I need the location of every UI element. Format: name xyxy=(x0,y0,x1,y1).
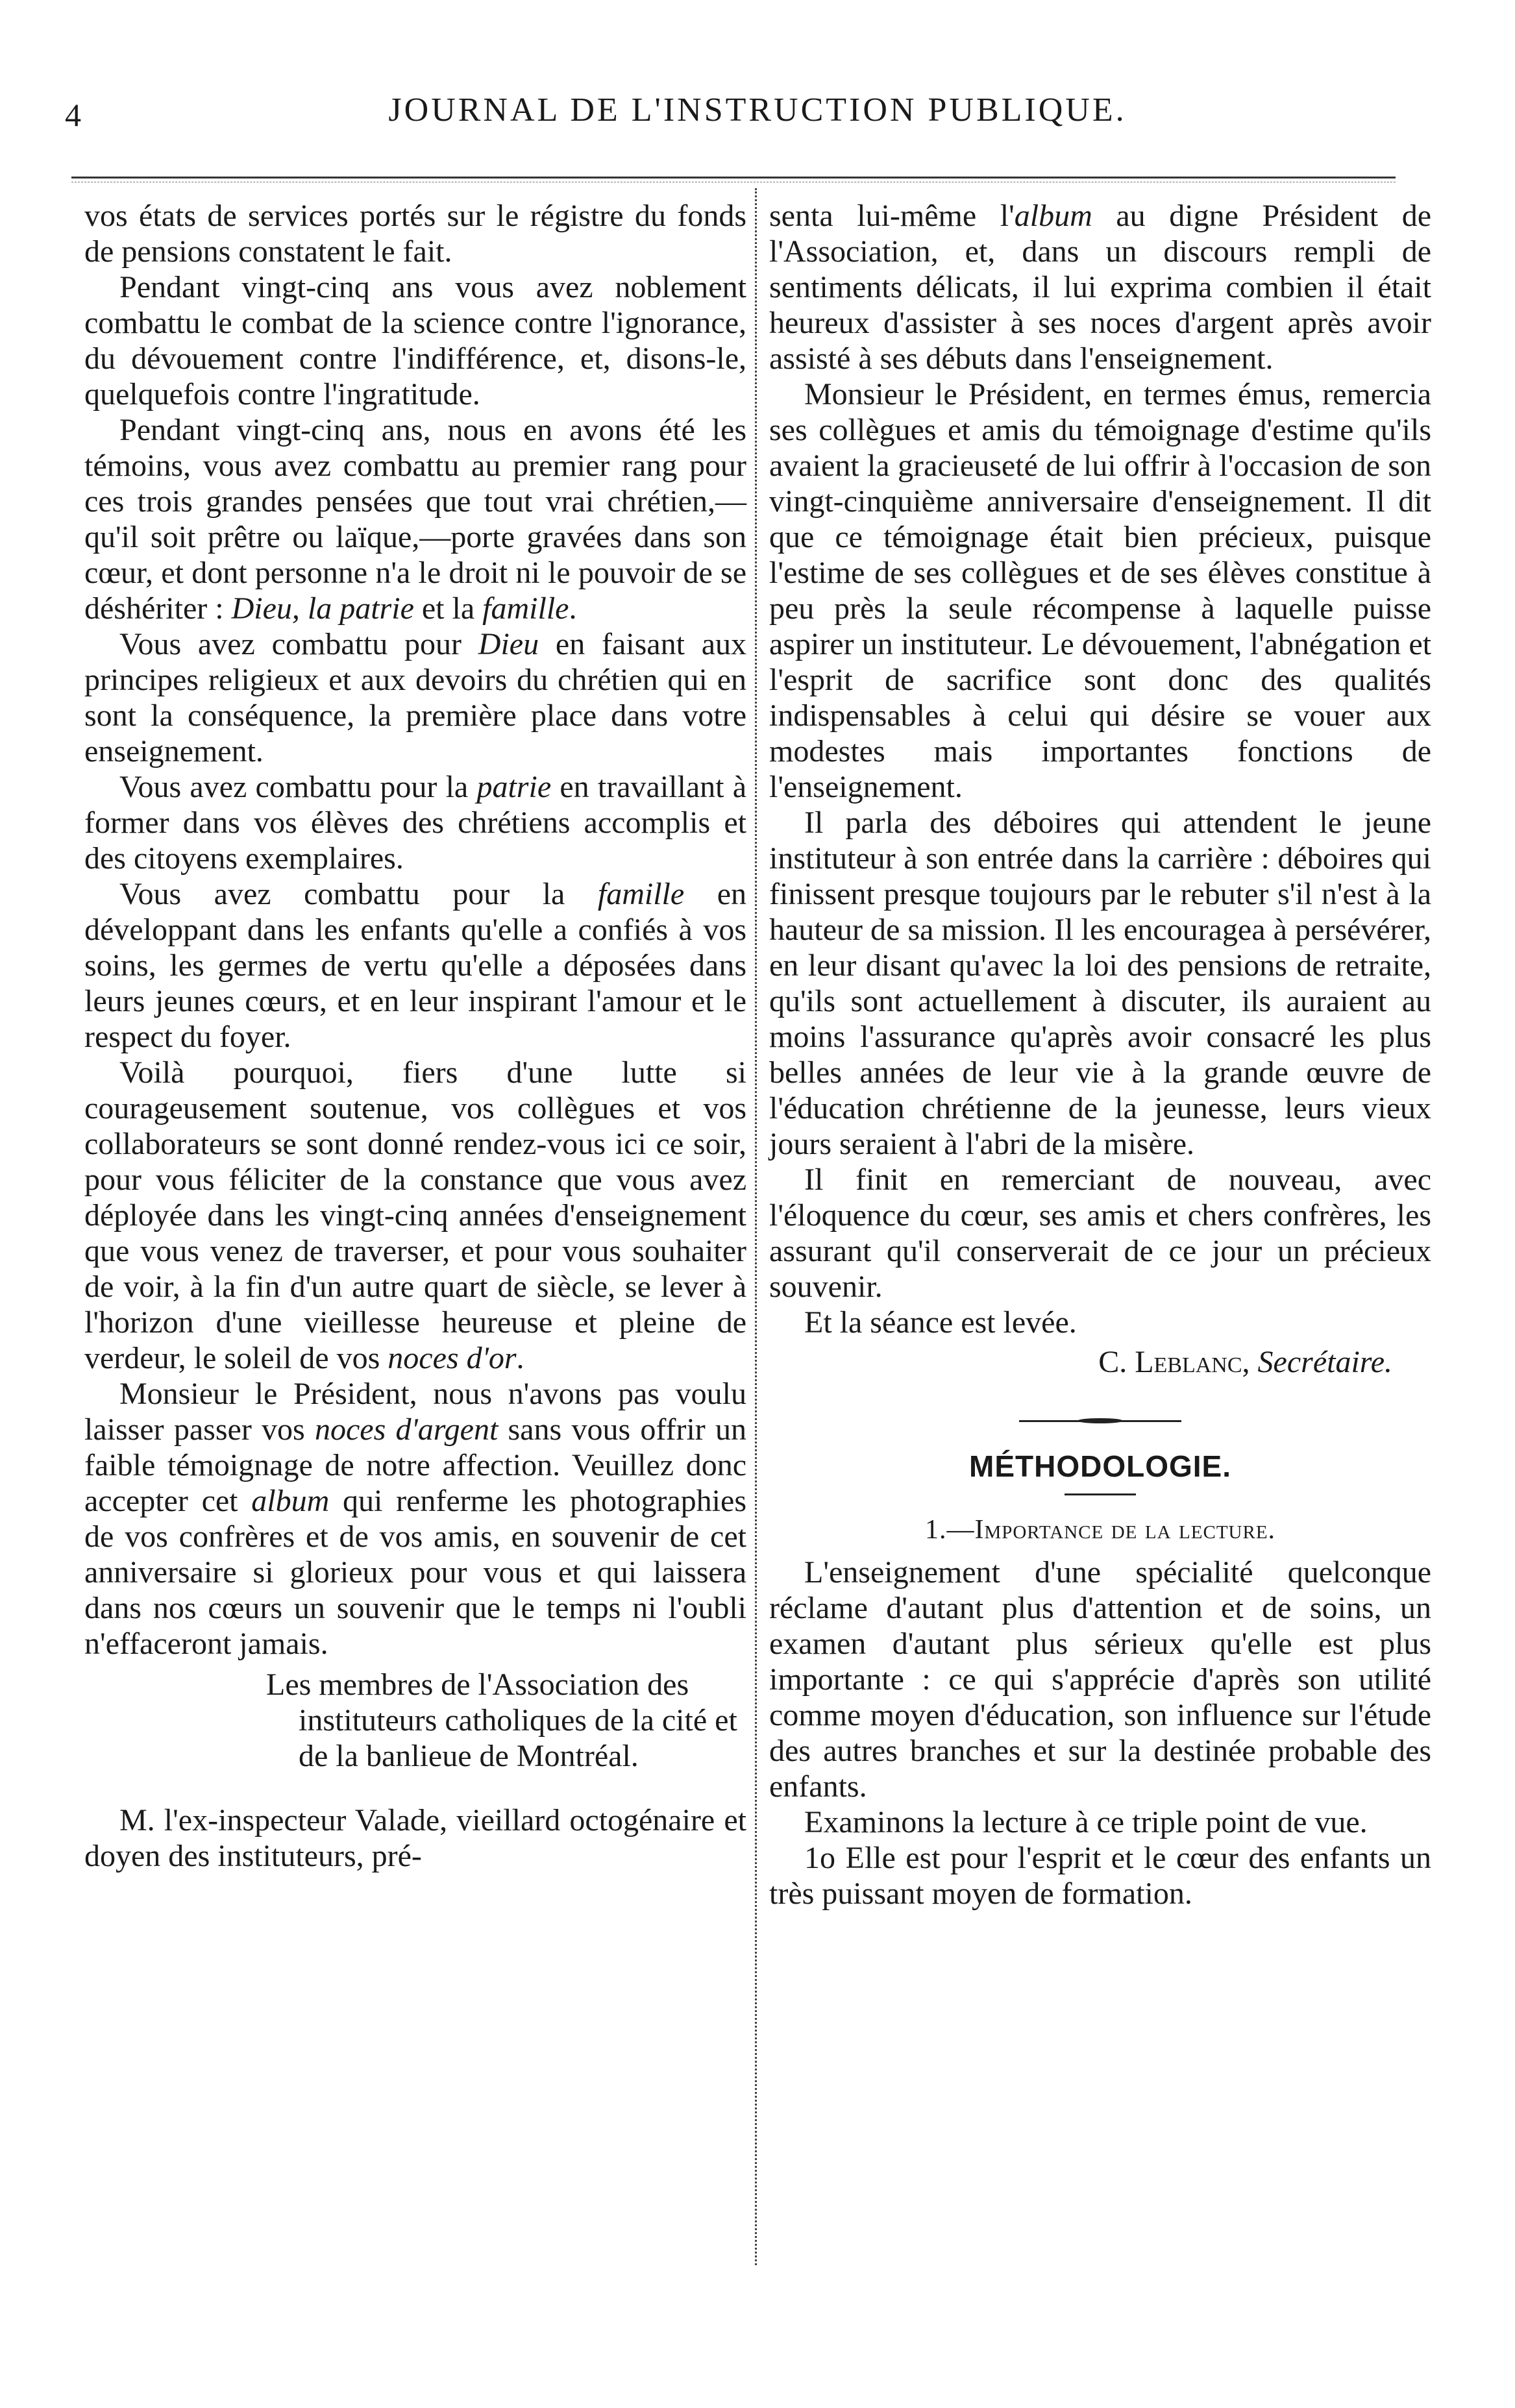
paragraph: vos états de services portés sur le régistre du fonds de pensions constatent le fait. xyxy=(84,199,746,269)
paragraph: Il parla des déboires qui attendent le jeune instituteur à son entrée dans la carrière : déboires qui finissent presque toujours par le rebuter s'il n'est à la hauteur de sa mission. Il les encouragea à persévérer, en leur disant qu'avec la loi des pensions de retraite, qu'ils sont actuellement à discuter, ils auraient au moins l'assurance qu'après avoir consacré les plus belles années de leur vie à la grande œuvre de l'éducation chrétienne de la jeunesse, leurs vieux jours seraient à l'abri de la misère. xyxy=(769,805,1431,1161)
emphasis: famille xyxy=(482,591,569,626)
left-column xyxy=(84,198,746,1874)
paragraph: 1o Elle est pour l'esprit et le cœur des enfants un très puissant moyen de formation. xyxy=(769,1841,1431,1911)
paragraph: M. l'ex-inspecteur Valade, vieillard octogénaire et doyen des instituteurs, pré- xyxy=(84,1803,746,1873)
text-run: Vous avez combattu pour la xyxy=(119,770,477,804)
text-run: en travaillant à former dans vos élèves des chrétiens accomplis et des citoyens exemplaires. xyxy=(84,770,747,876)
paragraph xyxy=(84,1055,746,1376)
emphasis: noces d'argent xyxy=(314,1412,499,1447)
emphasis: famille xyxy=(597,877,685,911)
paragraph: Examinons la lecture à ce triple point de vue. xyxy=(804,1805,1368,1839)
text-run: . xyxy=(516,1341,524,1375)
subsection-title: 1.—Importance de la lecture. xyxy=(924,1515,1276,1545)
text-run: en développant dans les enfants qu'elle a confiés à vos soins, les germes de vertu qu'elle a déposées dans leurs jeunes cœurs, et en leur inspirant l'amour et le respect du foyer. xyxy=(84,877,747,1054)
paragraph: Monsieur le Président, en termes émus, remercia ses collègues et amis du témoignage d'estime qu'ils avaient la gracieuseté de lui offrir à l'occasion de son vingt-cinquième anniversaire d'enseignement. Il dit que ce témoignage était bien précieux, puisque l'estime de ses collègues et de ses élèves constitue à peu près la seule récompense à laquelle puisse aspirer un instituteur. Le dévouement, l'abnégation et l'esprit de sacrifice sont donc des qualités indispensables à celui qui désire se vouer aux modestes mais importantes fonctions de l'enseignement. xyxy=(769,377,1431,804)
text-run: Monsieur le Président, nous n'avons pas voulu laisser passer vos xyxy=(84,1377,746,1447)
text-run: qui renferme les photographies de vos confrères et de vos amis, en souvenir de cet anniversaire si glorieux pour vous et qui laissera dans nos cœurs un souvenir que le temps ni l'oubli n'effaceront jamais. xyxy=(84,1484,746,1661)
paragraph xyxy=(769,198,1431,376)
text-run: Voilà pourquoi, fiers d'une lutte si courageusement soutenue, vos collègues et vos collaborateurs se sont donné rendez-vous ici ce soir, pour vous féliciter de la constance que vous avez déployée dans les vingt-cinq années d'enseignement que vous venez de traverser, et pour vous souhaiter de voir, à la fin d'un autre quart de siècle, se lever à l'horizon d'une vieillesse heureuse et pleine de verdeur, le soleil de vos xyxy=(84,1055,746,1375)
column-divider xyxy=(755,188,757,2265)
signers-block: Les membres de l'Association des instituteurs catholiques de la cité et de la banlieue de Montréal. xyxy=(266,1667,737,1773)
text-run: et la xyxy=(413,591,483,626)
text-run: Pendant vingt-cinq ans, nous en avons été les témoins, vous avez combattu au premier rang pour ces trois grandes pensées que tout vrai chrétien,—qu'il soit prêtre ou laïque,—porte gravées dans son cœur, et dont personne n'a le droit ni le pouvoir de se déshériter : xyxy=(84,413,746,626)
emphasis: patrie xyxy=(476,770,552,804)
emphasis: Dieu, la patrie xyxy=(231,591,414,626)
text-run: sans vous offrir un faible témoignage de notre affection. Veuillez donc accepter cet xyxy=(84,1412,747,1518)
text-run: senta lui-même l' xyxy=(769,199,1015,233)
signature xyxy=(769,1344,1431,1380)
section-title: MÉTHODOLOGIE. xyxy=(969,1449,1231,1483)
paragraph xyxy=(84,412,746,626)
emphasis: Dieu xyxy=(478,627,539,661)
emphasis: album xyxy=(251,1484,330,1518)
emphasis: album xyxy=(1014,199,1092,233)
header-rule xyxy=(71,177,1396,178)
section-divider-flourish xyxy=(1019,1418,1181,1424)
page-header xyxy=(65,79,1450,131)
paragraph xyxy=(84,1376,746,1662)
signature-name: C. Leblanc, xyxy=(1098,1345,1250,1379)
text-run: en faisant aux principes religieux et aux devoirs du chrétien qui en sont la conséquence, la première place dans votre enseignement. xyxy=(84,627,747,768)
paragraph xyxy=(84,876,746,1055)
text-run: Vous avez combattu pour xyxy=(119,627,478,661)
paragraph: Pendant vingt-cinq ans vous avez noblement combattu le combat de la science contre l'ignorance, du dévouement contre l'indifférence, et, disons-le, quelquefois contre l'ingratitude. xyxy=(84,270,746,412)
text-run: au digne Président de l'Association, et, dans un discours rempli de sentiments délicats, il lui exprima combien il était heureux d'assister à ses noces d'argent après avoir assisté à ses débuts dans l'enseignement. xyxy=(769,199,1431,376)
text-run: Vous avez combattu pour la xyxy=(119,877,598,911)
section-rule xyxy=(1065,1493,1136,1495)
signature-role: Secrétaire. xyxy=(1257,1345,1392,1379)
page-number: 4 xyxy=(65,97,81,133)
paragraph: Il finit en remerciant de nouveau, avec l'éloquence du cœur, ses amis et chers confrères, les assurant qu'il conserverait de ce jour un précieux souvenir. xyxy=(769,1162,1431,1304)
text-run: . xyxy=(569,591,577,626)
paragraph xyxy=(84,626,746,769)
paragraph: Et la séance est levée. xyxy=(804,1305,1077,1340)
running-title: JOURNAL DE L'INSTRUCTION PUBLIQUE. xyxy=(388,92,1127,129)
emphasis: noces d'or xyxy=(388,1341,517,1375)
paragraph xyxy=(84,769,746,876)
paragraph: L'enseignement d'une spécialité quelconque réclame d'autant plus d'attention et de soins, un examen d'autant plus sérieux qu'elle est plus importante : ce qui s'apprécie d'après son utilité comme moyen d'éducation, son influence sur l'étude des autres branches et sur la destinée probable des enfants. xyxy=(769,1555,1431,1804)
right-column xyxy=(769,198,1431,1911)
